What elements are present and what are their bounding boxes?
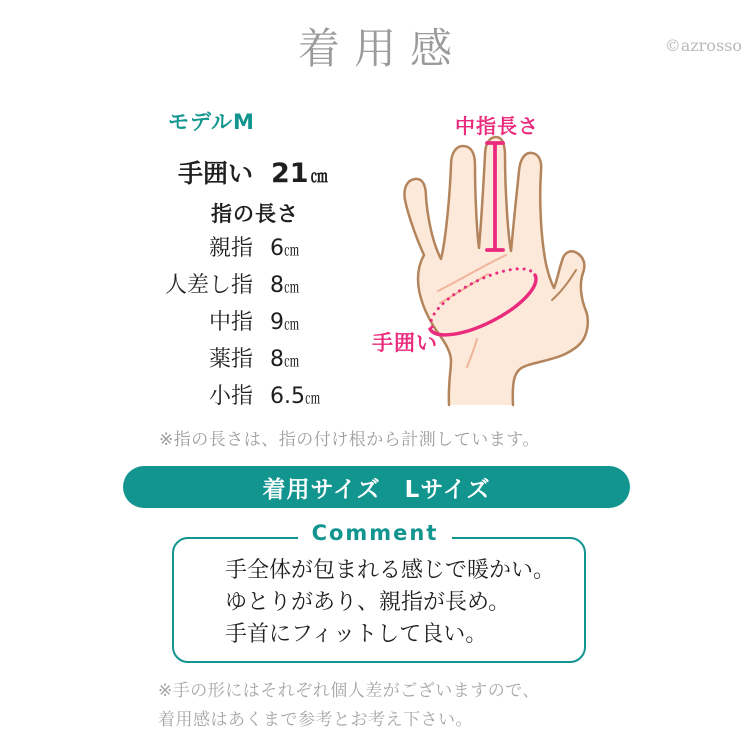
hand-girth-unit: ㎝ bbox=[310, 167, 328, 187]
finger-value-index: 8㎝ bbox=[270, 273, 300, 298]
finger-label-middle: 中指 bbox=[208, 310, 253, 335]
finger-value-pinky: 6.5㎝ bbox=[270, 384, 321, 409]
wearing-size-banner: 着用サイズ Lサイズ bbox=[123, 466, 630, 508]
hand-illustration bbox=[388, 103, 648, 433]
comment-line: 手首にフィットして良い。 bbox=[225, 622, 488, 647]
copyright-watermark: ©azrosso bbox=[664, 36, 742, 55]
disclaimer-line: ※手の形にはそれぞれ個人差がございますので、 bbox=[158, 681, 540, 701]
comment-line: 手全体が包まれる感じで暖かい。 bbox=[225, 558, 556, 583]
finger-length-table bbox=[155, 237, 320, 410]
comment-heading: Comment bbox=[298, 521, 453, 545]
finger-label-thumb: 親指 bbox=[208, 236, 253, 261]
comment-line: ゆとりがあり、親指が長め。 bbox=[225, 590, 511, 615]
finger-value-middle: 9㎝ bbox=[270, 310, 300, 335]
disclaimer-note bbox=[158, 677, 540, 735]
hand-girth-value: 21 bbox=[271, 158, 309, 189]
finger-value-thumb: 6㎝ bbox=[270, 236, 300, 261]
hand-girth-callout: 手囲い bbox=[372, 331, 438, 355]
finger-label-ring: 薬指 bbox=[208, 347, 253, 372]
finger-label-pinky: 小指 bbox=[208, 384, 253, 409]
middle-finger-length-callout: 中指長さ bbox=[455, 114, 539, 138]
finger-value-ring: 8㎝ bbox=[270, 347, 300, 372]
disclaimer-line: 着用感はあくまで参考とお考え下さい。 bbox=[158, 710, 473, 730]
comment-heading-wrap bbox=[0, 521, 750, 545]
finger-label-index: 人差し指 bbox=[164, 273, 253, 298]
comment-text bbox=[225, 555, 555, 651]
model-size-label: モデルM bbox=[168, 110, 255, 134]
hand-girth-label: 手囲い bbox=[178, 159, 254, 188]
measurement-note: ※指の長さは、指の付け根から計測しています。 bbox=[159, 430, 540, 450]
hand-girth-row bbox=[178, 154, 328, 190]
page-title: 着用感 bbox=[297, 24, 466, 73]
finger-length-heading: 指の長さ bbox=[211, 202, 299, 226]
comment-box bbox=[172, 537, 586, 663]
